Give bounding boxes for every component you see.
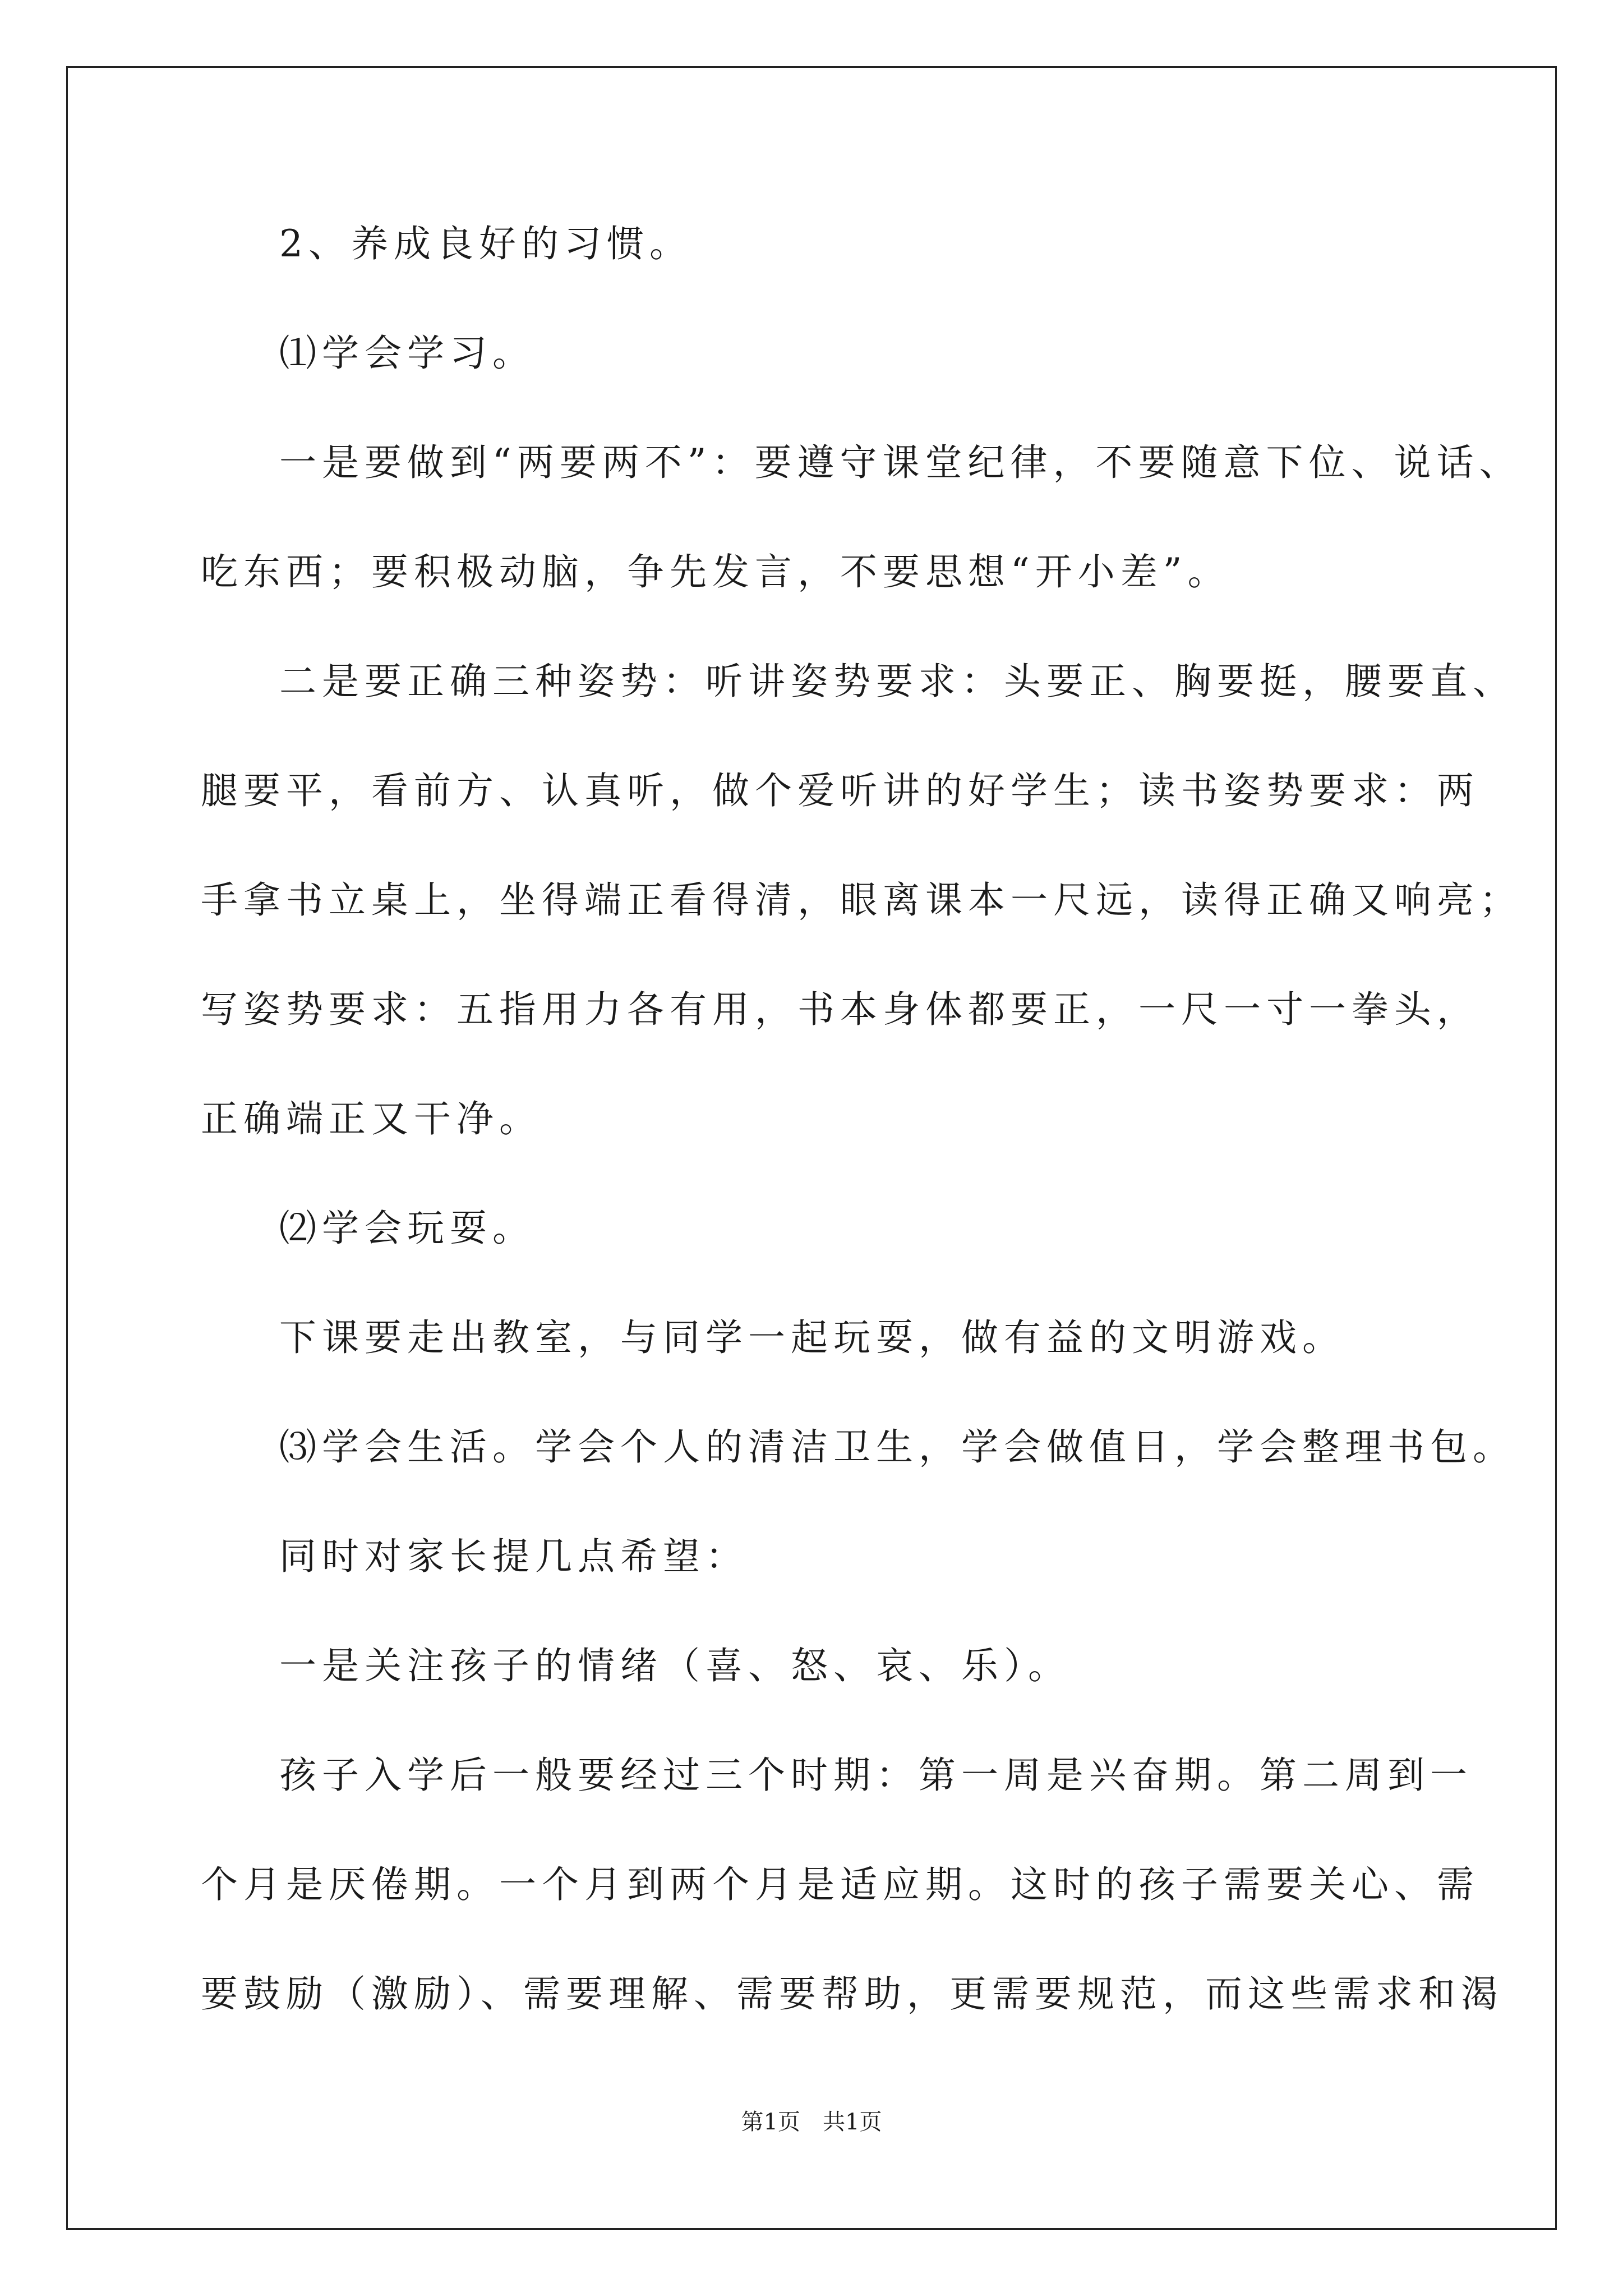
paragraph-line: 正确端正又干净。 (201, 1097, 542, 1140)
subheading-learn: ⑴学会学习。 (279, 332, 535, 375)
paragraph-line: 二是要正确三种姿势：听讲姿势要求：头要正、胸要挺，腰要直、 (279, 660, 1515, 703)
paragraph-line: 腿要平，看前方、认真听，做个爱听讲的好学生；读书姿势要求：两 (201, 769, 1479, 812)
heading-habits: 2、养成良好的习惯。 (279, 222, 692, 265)
paragraph-line: 手拿书立桌上，坐得端正看得清，眼离课本一尺远，读得正确又响亮； (201, 878, 1522, 922)
paragraph-line: 要鼓励（激励）、需要理解、需要帮助，更需要规范，而这些需求和渴 (201, 1972, 1504, 2016)
paragraph-line: 孩子入学后一般要经过三个时期：第一周是兴奋期。第二周到一 (279, 1754, 1473, 1797)
subheading-life: ⑶学会生活。学会个人的清洁卫生，学会做值日，学会整理书包。 (279, 1425, 1515, 1469)
paragraph-line: 下课要走出教室，与同学一起玩耍，做有益的文明游戏。 (279, 1316, 1345, 1359)
paragraph-line: 写姿势要求：五指用力各有用，书本身体都要正，一尺一寸一拳头， (201, 988, 1479, 1031)
paragraph-line: 一是关注孩子的情绪（喜、怒、哀、乐）。 (279, 1644, 1071, 1687)
paragraph-line: 同时对家长提几点希望： (279, 1535, 748, 1578)
paragraph-line: 个月是厌倦期。一个月到两个月是适应期。这时的孩子需要关心、需 (201, 1863, 1479, 1906)
subheading-play: ⑵学会玩耍。 (279, 1207, 535, 1250)
paragraph-line: 一是要做到“两要两不”：要遵守课堂纪律，不要随意下位、说话、 (279, 441, 1522, 484)
paragraph-line: 吃东西；要积极动脑，争先发言，不要思想“开小差”。 (201, 550, 1230, 593)
page-number: 第1页 共1页 (741, 2109, 882, 2135)
